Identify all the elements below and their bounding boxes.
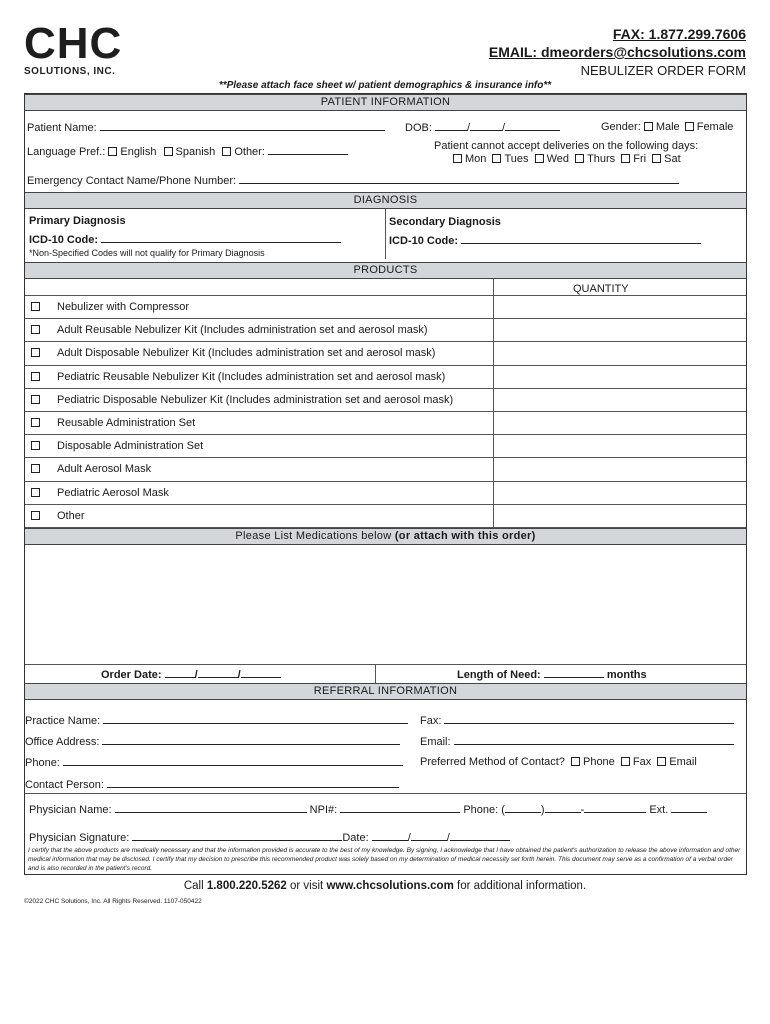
product-row [25,434,746,457]
attach-note: **Please attach face sheet w/ patient demographics & insurance info** [218,80,552,91]
diagnosis-note: *Non-Specified Codes will not qualify for Primary Diagnosis [29,248,265,258]
npi-field[interactable] [340,803,460,813]
product-quantity-field[interactable] [494,412,747,434]
product-checkbox[interactable] [31,302,40,311]
practice-row [25,714,408,727]
phys-area-field[interactable] [505,803,541,813]
logo-main-text: CHC [24,19,123,68]
tues-checkbox[interactable] [492,154,501,163]
medications-label-bold: (or attach with this order) [394,530,536,542]
preferred-contact-row [420,756,697,768]
company-logo [24,19,130,77]
product-checkbox[interactable] [31,325,40,334]
form-title: NEBULIZER ORDER FORM [580,63,746,78]
spanish-checkbox[interactable] [164,147,173,156]
ref-email-label: Email: [420,736,451,748]
primary-icd-row [29,233,341,246]
product-checkbox[interactable] [31,464,40,473]
product-quantity-field[interactable] [494,482,747,504]
pref-phone-label: Phone [582,756,615,768]
tues-label: Tues [504,153,529,165]
footer-or-visit: or visit [290,880,324,892]
office-row [25,735,400,748]
product-checkbox[interactable] [31,348,40,357]
practice-field[interactable] [103,714,408,724]
copyright: ©2022 CHC Solutions, Inc. All Rights Reserved. 1107-050422 [24,898,202,905]
physician-top-line [25,793,746,794]
dob-label: DOB: [405,122,432,134]
product-label: Pediatric Aerosol Mask [57,486,169,499]
referral-section-header: REFERRAL INFORMATION [25,683,746,700]
product-label: Nebulizer with Compressor [57,301,190,313]
phys-prefix-field[interactable] [545,803,581,813]
footer-call: Call [183,880,204,892]
thurs-label: Thurs [587,153,616,165]
language-row [27,145,348,158]
product-checkbox[interactable] [31,372,40,381]
product-row [25,318,746,341]
product-checkbox[interactable] [31,488,40,497]
length-need-field[interactable] [544,668,604,678]
product-quantity-field[interactable] [494,366,747,388]
physician-label: Physician Name: [29,804,112,816]
diagnosis-section-header: DIAGNOSIS [25,192,746,209]
product-label: Disposable Administration Set [57,440,204,453]
product-row [25,365,746,388]
product-row [25,457,746,480]
pref-email-checkbox[interactable] [657,757,666,766]
pref-email-label: Email [669,756,697,768]
gender-row [601,121,733,133]
order-date-row: Order Date: / / [101,668,281,681]
product-quantity-field[interactable] [494,296,747,318]
ext-label: Ext. [649,804,669,816]
mon-label: Mon [465,153,487,165]
other-language-checkbox[interactable] [222,147,231,156]
product-label: Reusable Administration Set [57,417,196,429]
product-label: Adult Disposable Nebulizer Kit (Includes administration set and aerosol mask) [57,347,436,360]
product-quantity-field[interactable] [494,342,747,364]
signature-field[interactable] [132,831,342,841]
length-need-row [457,668,647,681]
spanish-label: Spanish [175,146,216,158]
practice-label: Practice Name: [25,715,101,727]
product-label: Other [57,509,85,522]
patient-section-header: PATIENT INFORMATION [25,94,746,111]
product-row [25,341,746,364]
gender-label: Gender: [601,121,641,133]
npi-label: NPI#: [309,804,338,816]
emergency-field[interactable] [239,174,679,184]
footer-tail: for additional information. [457,880,587,892]
order-date-top-line [25,664,746,665]
footer-contact [0,880,770,892]
order-date-day-field[interactable] [198,668,238,678]
english-label: English [120,146,157,158]
emergency-row [27,174,679,187]
footer-website-link[interactable]: www.chcsolutions.com [326,880,454,892]
product-label: Pediatric Disposable Nebulizer Kit (Includes administration set and aerosol mask) [57,393,454,406]
length-need-label: Length of Need: [457,669,541,681]
patient-name-label: Patient Name: [27,122,97,134]
wed-checkbox[interactable] [535,154,544,163]
ref-email-field[interactable] [454,735,734,745]
wed-label: Wed [546,153,569,165]
certification-disclaimer: I certify that the above products are medically necessary and that the information provided is accurate to the best of my knowledge. By signing, I acknowledge that I have obtained the patient's authorization to release the above information and other medical information that may be disclosed. I certify that my decision to prescribe this recommended product was solely based on my determination of medical necessity set forth herein. This document may serve as a confirmation of a verbal order and is also recorded in the patient's record. [28,847,741,872]
secondary-icd-row [389,234,701,247]
phone-row [25,756,403,769]
female-label: Female [696,121,734,133]
product-label: Adult Aerosol Mask [57,463,152,476]
sig-date-month-field[interactable] [372,831,408,841]
sig-date-day-field[interactable] [411,831,447,841]
physician-row: Physician Name: NPI#: Phone: ( ) - Ext. [29,803,707,816]
order-date-month-field[interactable] [165,668,195,678]
contact-field[interactable] [107,778,399,788]
phone-label: Phone: [25,757,60,769]
physician-field[interactable] [115,803,307,813]
order-form [24,93,747,875]
medications-label: Please List Medications below [235,530,392,542]
sat-label: Sat [664,153,681,165]
pref-fax-checkbox[interactable] [621,757,630,766]
product-quantity-field[interactable] [494,435,747,457]
secondary-icd-field[interactable] [461,234,701,244]
dob-day-field[interactable] [470,121,502,131]
patient-name-field[interactable] [100,121,385,131]
product-label: Adult Reusable Nebulizer Kit (Includes administration set and aerosol mask) [57,324,428,337]
delivery-note: Patient cannot accept deliveries on the following days: [434,140,699,152]
product-quantity-field[interactable] [494,319,747,341]
patient-name-row [27,121,385,134]
ref-fax-field[interactable] [444,714,734,724]
other-language-field[interactable] [268,145,348,155]
phys-phone-label: Phone: ( [463,804,505,816]
diagnosis-divider [385,209,386,259]
contact-label: Contact Person: [25,779,104,791]
product-row [25,504,746,527]
product-quantity-field[interactable] [494,505,747,527]
primary-diagnosis-label: Primary Diagnosis [29,215,126,227]
product-label: Pediatric Reusable Nebulizer Kit (Includes administration set and aerosol mask) [57,370,446,383]
ref-fax-row [420,714,734,727]
signature-row: Physician Signature: Date: / / [29,831,510,844]
order-date-year-field[interactable] [241,668,281,678]
order-date-divider [375,664,376,683]
months-label: months [606,669,647,681]
logo-sub-text: SOLUTIONS, INC. [24,66,116,77]
english-checkbox[interactable] [108,147,117,156]
office-field[interactable] [102,735,400,745]
contact-row [25,778,399,791]
dob-row: DOB: / / [405,121,560,134]
sat-checkbox[interactable] [652,154,661,163]
other-language-label: Other: [234,146,265,158]
product-quantity-field[interactable] [494,458,747,480]
primary-icd-field[interactable] [101,233,341,243]
fri-label: Fri [633,153,647,165]
mon-checkbox[interactable] [453,154,462,163]
product-row [25,411,746,434]
secondary-icd-label: ICD-10 Code: [389,235,459,247]
dob-month-field[interactable] [435,121,467,131]
male-label: Male [655,121,680,133]
phys-line-field[interactable] [584,803,646,813]
order-date-label: Order Date: [101,669,162,681]
product-checkbox[interactable] [31,418,40,427]
email-address[interactable]: EMAIL: dmeorders@chcsolutions.com [488,44,746,60]
dob-year-field[interactable] [505,121,560,131]
pref-fax-label: Fax [632,756,652,768]
ref-fax-label: Fax: [420,715,442,727]
product-quantity-field[interactable] [494,389,747,411]
sig-date-label: Date: [342,832,369,844]
thurs-checkbox[interactable] [575,154,584,163]
ref-email-row [420,735,734,748]
emergency-label: Emergency Contact Name/Phone Number: [27,175,237,187]
phone-field[interactable] [63,756,403,766]
female-checkbox[interactable] [685,122,694,131]
language-label: Language Pref.: [27,146,106,158]
fax-number: FAX: 1.877.299.7606 [612,26,746,42]
product-checkbox[interactable] [31,441,40,450]
fri-checkbox[interactable] [621,154,630,163]
ext-field[interactable] [671,803,707,813]
secondary-diagnosis-label: Secondary Diagnosis [389,216,501,228]
medications-section-header [25,528,746,545]
pref-phone-checkbox[interactable] [571,757,580,766]
products-section-header: PRODUCTS [25,262,746,279]
product-row [25,295,746,318]
office-label: Office Address: [25,736,100,748]
preferred-contact-label: Preferred Method of Contact? [420,756,565,768]
product-checkbox[interactable] [31,511,40,520]
product-checkbox[interactable] [31,395,40,404]
male-checkbox[interactable] [644,122,653,131]
primary-icd-label: ICD-10 Code: [29,234,99,246]
product-row [25,388,746,411]
medications-area[interactable] [25,546,746,664]
quantity-header: QUANTITY [573,283,629,295]
signature-label: Physician Signature: [29,832,130,844]
product-row [25,481,746,504]
footer-phone[interactable]: 1.800.220.5262 [206,880,287,892]
delivery-days [453,153,681,165]
sig-date-year-field[interactable] [450,831,510,841]
